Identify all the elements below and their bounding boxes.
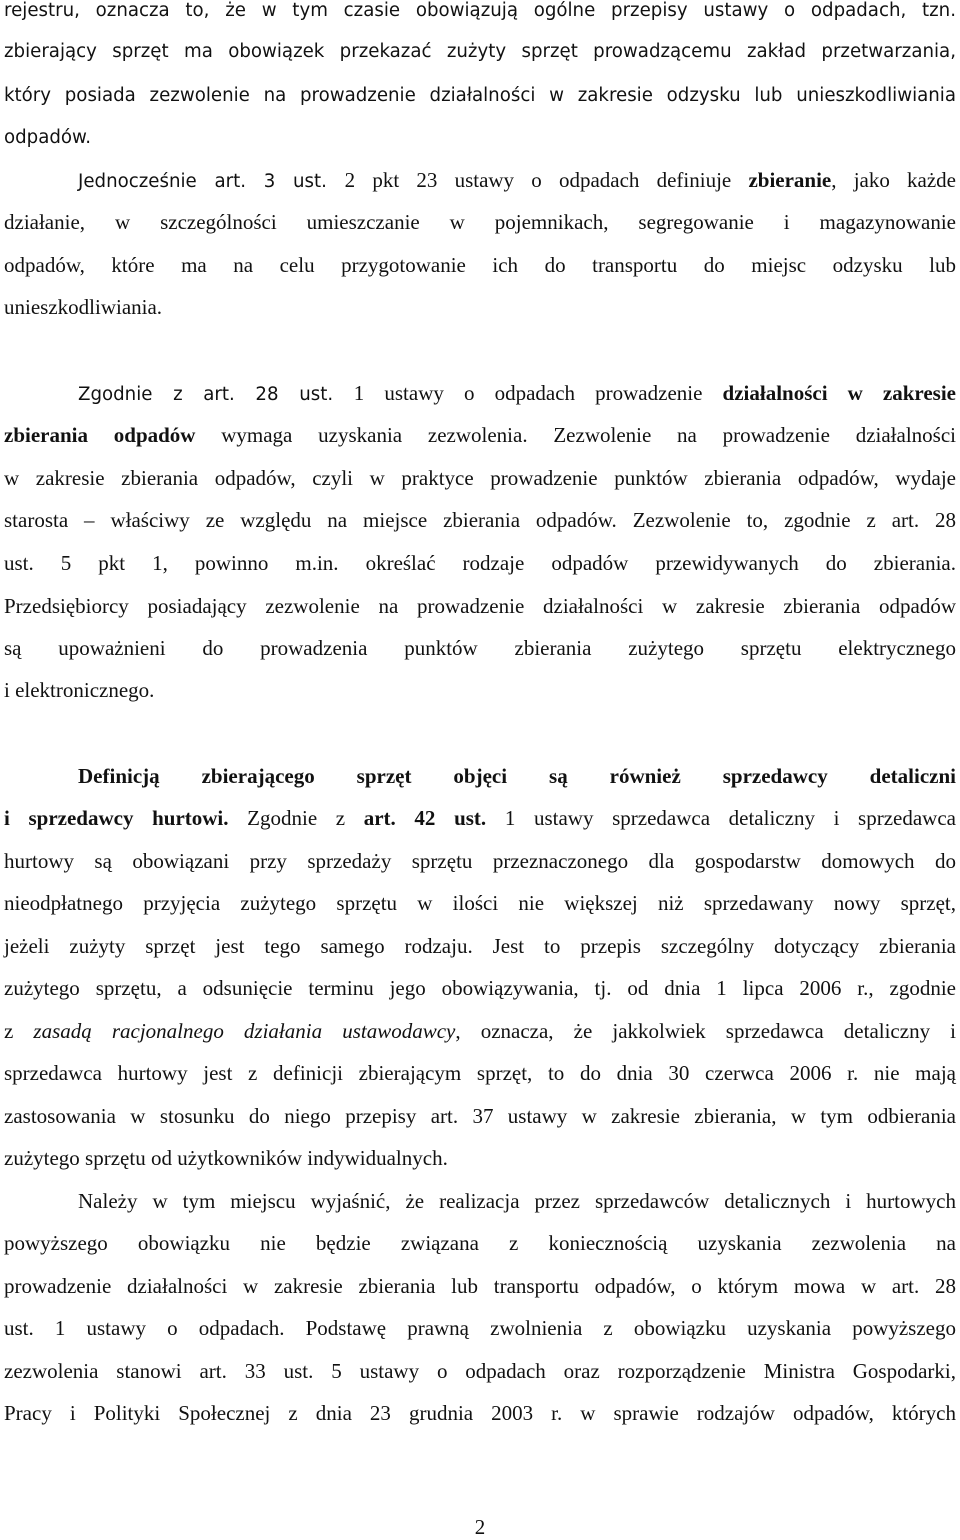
paragraph-3-line-3: w zakresie zbierania odpadów, czyli w praktyce prowadzenie punktów zbierania odpadów, wydaje (4, 466, 956, 490)
bold-term: zbieranie (748, 168, 832, 192)
bold-term: działalności w zakresie (722, 381, 957, 405)
paragraph-4-line-4: nieodpłatnego przyjęcia zużytego sprzętu w ilości nie większej niż sprzedawany nowy sprzęt, (4, 891, 956, 915)
paragraph-5-line-2: powyższego obowiązku nie będzie związana z koniecznością uzyskania zezwolenia na (4, 1231, 956, 1255)
text-run: 1 ustawy sprzedawca detaliczny i sprzedawca (504, 806, 956, 830)
bold-term: art. 42 ust. (363, 806, 505, 830)
paragraph-3-line-2 (4, 422, 956, 448)
paragraph-5-line-4: ust. 1 ustawy o odpadach. Podstawę prawną zwolnienia z obowiązku uzyskania powyższego (4, 1316, 956, 1340)
text-run: wymaga uzyskania zezwolenia. Zezwolenie na prowadzenie działalności (195, 423, 956, 447)
paragraph-2-line-4: unieszkodliwiania. (4, 295, 163, 319)
paragraph-4-line-8: sprzedawca hurtowy jest z definicji zbierającym sprzęt, to do dnia 30 czerwca 2006 r. nie mają (4, 1061, 956, 1085)
page-number: 2 (474, 1515, 486, 1539)
text-run: 2 pkt 23 ustawy o odpadach definiuje (344, 168, 749, 192)
text-run: Zgodnie z art. 28 ust. (78, 384, 354, 405)
paragraph-4-line-10: zużytego sprzętu od użytkowników indywidualnych. (4, 1146, 448, 1170)
paragraph-4-line-7 (4, 1018, 956, 1044)
text-run: Zgodnie z (228, 806, 364, 830)
paragraph-4-line-3: hurtowy są obowiązani przy sprzedaży sprzętu przeznaczonego dla gospodarstw domowych do (4, 849, 956, 873)
text-run: Jednocześnie art. 3 ust. (78, 171, 345, 192)
paragraph-3-line-6: Przedsiębiorcy posiadający zezwolenie na prowadzenie działalności w zakresie zbierania odpadów (4, 594, 956, 618)
paragraph-5-line-5: zezwolenia stanowi art. 33 ust. 5 ustawy o odpadach oraz rozporządzenie Ministra Gospodarki, (4, 1359, 956, 1383)
bold-term: zbierania odpadów (4, 423, 196, 447)
paragraph-5-line-1: Należy w tym miejscu wyjaśnić, że realizacja przez sprzedawców detalicznych i hurtowych (78, 1189, 956, 1213)
paragraph-2-line-1 (78, 167, 956, 195)
paragraph-3-line-8: i elektronicznego. (4, 678, 155, 702)
italic-phrase: zasadą racjonalnego działania ustawodawcy (33, 1019, 456, 1043)
paragraph-1-line-2: zbierający sprzęt ma obowiązek przekazać zużyty sprzęt prowadzącemu zakład przetwarzania, (4, 41, 956, 62)
paragraph-5-line-3: prowadzenie działalności w zakresie zbierania lub transportu odpadów, o którym mowa w art. 28 (4, 1274, 956, 1298)
paragraph-4-line-2 (4, 805, 956, 831)
paragraph-3-line-4: starosta – właściwy ze względu na miejsce zbierania odpadów. Zezwolenie to, zgodnie z art. 28 (4, 508, 956, 532)
text-run: z (4, 1019, 34, 1043)
paragraph-5-line-6: Pracy i Polityki Społecznej z dnia 23 grudnia 2003 r. w sprawie rodzajów odpadów, których (4, 1401, 956, 1425)
paragraph-3-line-5: ust. 5 pkt 1, powinno m.in. określać rodzaje odpadów przewidywanych do zbierania. (4, 551, 956, 575)
paragraph-4-line-6: zużytego sprzętu, a odsunięcie terminu jego obowiązywania, tj. od dnia 1 lipca 2006 r., zgodnie (4, 976, 956, 1000)
paragraph-1-line-4: odpadów. (4, 127, 92, 148)
paragraph-3-line-7: są upoważnieni do prowadzenia punktów zbierania zużytego sprzętu elektrycznego (4, 636, 956, 660)
paragraph-4-line-1: Definicją zbierającego sprzęt objęci są również sprzedawcy detaliczni (78, 764, 956, 788)
paragraph-2-line-3: odpadów, które ma na celu przygotowanie ich do transportu do miejsc odzysku lub (4, 253, 956, 277)
bold-term: i sprzedawcy hurtowi. (4, 806, 229, 830)
text-run: 1 ustawy o odpadach prowadzenie (353, 381, 723, 405)
paragraph-1-line-1: rejestru, oznacza to, że w tym czasie obowiązują ogólne przepisy ustawy o odpadach, tzn. (4, 0, 956, 21)
paragraph-1-line-3: który posiada zezwolenie na prowadzenie działalności w zakresie odzysku lub unieszkodliwiania (4, 85, 956, 106)
text-run: , oznacza, że jakkolwiek sprzedawca detaliczny i (455, 1019, 956, 1043)
paragraph-2-line-2: działanie, w szczególności umieszczanie w pojemnikach, segregowanie i magazynowanie (4, 210, 956, 234)
text-run: , jako każde (831, 168, 956, 192)
paragraph-4-line-9: zastosowania w stosunku do niego przepisy art. 37 ustawy w zakresie zbierania, w tym odbierania (4, 1104, 956, 1128)
paragraph-4-line-5: jeżeli zużyty sprzęt jest tego samego rodzaju. Jest to przepis szczególny dotyczący zbierania (4, 934, 956, 958)
paragraph-3-line-1 (78, 380, 956, 408)
